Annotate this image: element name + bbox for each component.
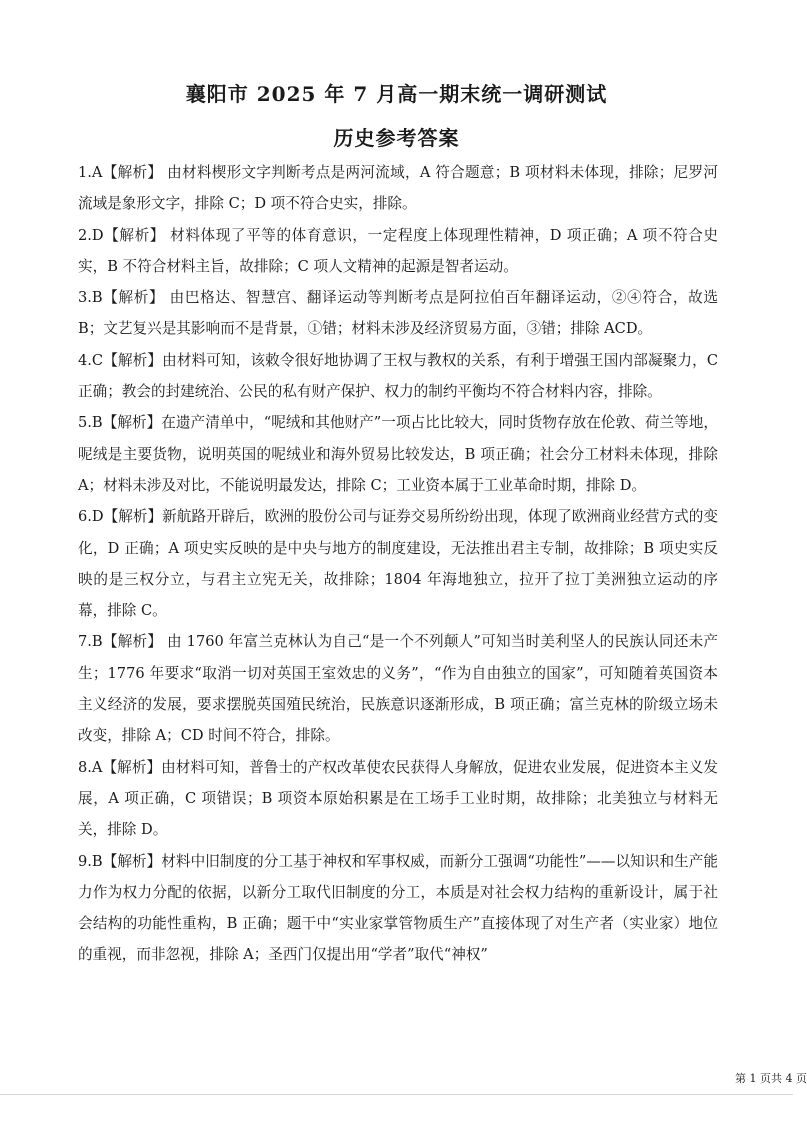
- page-number: 第 1 页共 4 页: [735, 1072, 807, 1085]
- answer-item-1: 1.A【解析】 由材料楔形文字判断考点是两河流域，A 符合题意；B 项材料未体现，排除；尼罗河流域是象形文字，排除 C；D 项不符合史实，排除。: [78, 164, 718, 213]
- page-bottom-divider: [0, 1094, 793, 1095]
- answer-item-2: 2.D【解析】 材料体现了平等的体育意识，一定程度上体现理性精神，D 项正确；A 项不符合史实，B 不符合材料主旨，故排除；C 项人文精神的起源是智者运动。: [78, 226, 718, 275]
- answer-list: [78, 157, 718, 971]
- answer-item-3: 3.B【解析】 由巴格达、智慧宫、翻译运动等判断考点是阿拉伯百年翻译运动，②④符合，故选 B；文艺复兴是其影响而不是背景，①错；材料未涉及经济贸易方面，③错；排除 ACD。: [78, 289, 718, 338]
- answer-item-6: 6.D【解析】新航路开辟后，欧洲的股份公司与证券交易所纷纷出现，体现了欧洲商业经营方式的变化，D 正确；A 项史实反映的是中央与地方的制度建设，无法推出君主专制，故排除；B 项史实反映的是三权分立，与君主立宪无关，故排除；1804 年海地独立，拉开了拉丁美洲独立运动的序幕，排除 C。: [78, 508, 718, 620]
- answer-item-4: 4.C【解析】由材料可知，该敕令很好地协调了王权与教权的关系，有利于增强王国内部凝聚力，C 正确；教会的封建统治、公民的私有财产保护、权力的制约平衡均不符合材料内容，排除。: [78, 351, 718, 401]
- document-subtitle: 历史参考答案: [333, 126, 460, 150]
- answer-item-9: 9.B【解析】材料中旧制度的分工基于神权和军事权威，而新分工强调“功能性”——以知识和生产能力作为权力分配的依据，以新分工取代旧制度的分工，本质是对社会权力结构的重新设计，属于社会结构的功能性重构，B 正确；题干中“实业家掌管物质生产”直接体现了对生产者（实业家）地位的重视，而非忽视，排除 A；圣西门仅提出用“学者”取代“神权”: [78, 852, 718, 964]
- answer-item-7: 7.B【解析】 由 1760 年富兰克林认为自己“是一个不列颠人”可知当时美利坚人的民族认同还未产生；1776 年要求“取消一切对英国王室效忠的义务”，“作为自由独立的国家”，可知随着英国资本主义经济的发展，要求摆脱英国殖民统治，民族意识逐渐形成，B 项正确；富兰克林的阶级立场未改变，排除 A；CD 时间不符合，排除。: [78, 633, 718, 745]
- document-title: 襄阳市 2025 年 7 月高一期末统一调研测试: [185, 82, 608, 106]
- answer-item-5: 5.B【解析】在遗产清单中，“呢绒和其他财产”一项占比比较大，同时货物存放在伦敦、荷兰等地，呢绒是主要货物，说明英国的呢绒业和海外贸易比较发达，B 项正确；社会分工材料未体现，排除 A；材料未涉及对比，不能说明最发达，排除 C；工业资本属于工业革命时期，排除 D。: [78, 414, 718, 494]
- answer-item-8: 8.A【解析】由材料可知，普鲁士的产权改革使农民获得人身解放，促进农业发展，促进资本主义发展，A 项正确，C 项错误；B 项资本原始积累是在工场手工业时期，故排除；北美独立与材料无关，排除 D。: [78, 758, 718, 839]
